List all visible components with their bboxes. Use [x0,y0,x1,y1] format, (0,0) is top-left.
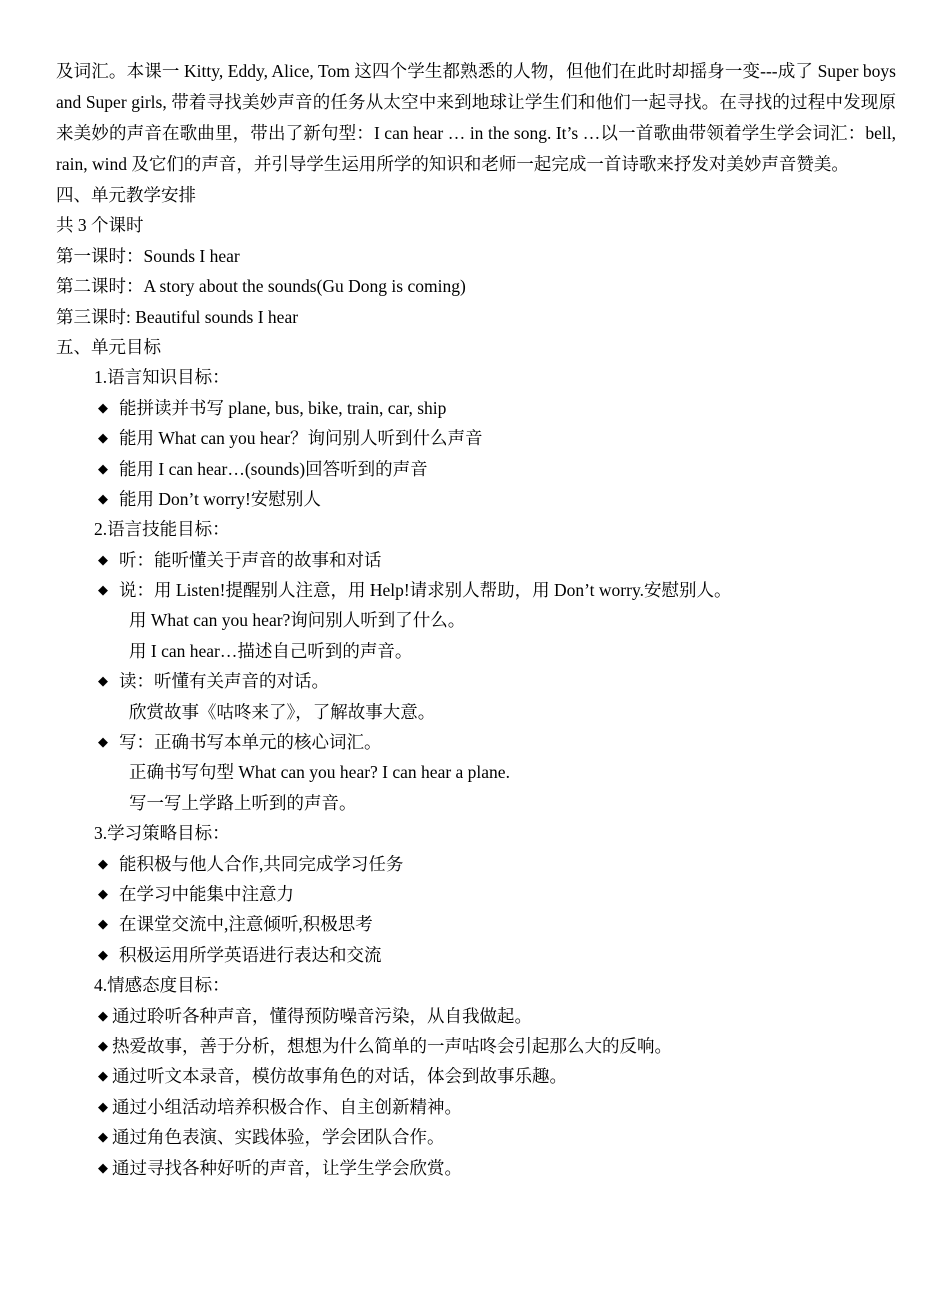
intro-paragraph: 及词汇。本课一 Kitty, Eddy, Alice, Tom 这四个学生都熟悉的人物，但他们在此时却摇身一变---成了 Super boys and Super girls, 带着寻找美妙声音的任务从太空中来到地球让学生们和他们一起寻找。在寻找的过程中发现原来美妙的声音在歌曲里，带出了新句型：I can hear … in the song. It’s …以一首歌曲带领着学生学会词汇：bell, rain, wind 及它们的声音，并引导学生运用所学的知识和老师一起完成一首诗歌来抒发对美妙声音赞美。 [56,61,896,174]
diamond-bullet-icon: ◆ [98,1068,108,1084]
diamond-bullet-icon: ◆ [98,1007,108,1023]
diamond-bullet-icon: ◆ [98,673,108,689]
lesson-1: 第一课时：Sounds I hear [56,245,240,266]
emotion-item: ◆ 通过聆听各种声音，懂得预防噪音污染，从自我做起。 [56,1001,896,1031]
diamond-bullet-icon: ◆ [98,946,108,962]
diamond-bullet-icon: ◆ [98,582,108,598]
emotion-title: 4.情感态度目标： [94,975,230,996]
section4-heading: 四、单元教学安排 [56,185,196,205]
strategy-item: ◆ 在课堂交流中,注意倾听,积极思考 [56,909,896,939]
section5-heading: 五、单元目标 [56,336,161,357]
skill-write: ◆ 写：正确书写本单元的核心词汇。 [56,727,896,757]
diamond-bullet-icon: ◆ [98,916,108,932]
strategy-item: ◆ 能积极与他人合作,共同完成学习任务 [56,849,896,879]
knowledge-item: ◆ 能用 What can you hear？询问别人听到什么声音 [56,423,896,453]
strategy-item: ◆ 积极运用所学英语进行表达和交流 [56,940,896,970]
diamond-bullet-icon: ◆ [98,1159,108,1175]
diamond-bullet-icon: ◆ [98,734,108,750]
diamond-bullet-icon: ◆ [98,490,108,506]
skill-read-continued: 欣赏故事《咕咚来了》，了解故事大意。 [129,701,436,722]
diamond-bullet-icon: ◆ [98,1037,108,1053]
diamond-bullet-icon: ◆ [98,855,108,871]
skill-speak-continued: 用 What can you hear?询问别人听到了什么。 [129,610,466,631]
skill-write-continued: 写一写上学路上听到的声音。 [129,792,357,813]
diamond-bullet-icon: ◆ [98,551,108,567]
diamond-bullet-icon: ◆ [98,430,108,446]
diamond-bullet-icon: ◆ [98,460,108,476]
skill-listen: ◆ 听：能听懂关于声音的故事和对话 [56,545,896,575]
skill-speak: ◆ 说：用 Listen!提醒别人注意，用 Help!请求别人帮助，用 Don’t worry.安慰别人。 [56,575,896,605]
skill-speak-continued: 用 I can hear…描述自己听到的声音。 [129,640,413,661]
document-page [56,56,896,1183]
strategy-item: ◆ 在学习中能集中注意力 [56,879,896,909]
emotion-item: ◆ 通过小组活动培养积极合作、自主创新精神。 [56,1092,896,1122]
skill-write-continued: 正确书写句型 What can you hear? I can hear a plane. [129,762,510,783]
emotion-item: ◆ 热爱故事，善于分析，想想为什么简单的一声咕咚会引起那么大的反响。 [56,1031,896,1061]
skills-title: 2.语言技能目标： [94,519,230,540]
total-lessons: 共 3 个课时 [56,215,144,236]
lesson-2: 第二课时：A story about the sounds(Gu Dong is coming) [56,276,466,297]
skill-read: ◆ 读：听懂有关声音的对话。 [56,666,896,696]
emotion-item: ◆ 通过听文本录音，模仿故事角色的对话，体会到故事乐趣。 [56,1061,896,1091]
knowledge-item: ◆ 能用 I can hear…(sounds)回答听到的声音 [56,454,896,484]
knowledge-item: ◆ 能用 Don’t worry!安慰别人 [56,484,896,514]
lesson-3: 第三课时: Beautiful sounds I hear [56,306,299,327]
emotion-item: ◆ 通过角色表演、实践体验，学会团队合作。 [56,1122,896,1152]
strategy-title: 3.学习策略目标： [94,823,230,844]
diamond-bullet-icon: ◆ [98,1129,108,1145]
knowledge-title: 1.语言知识目标： [94,367,230,388]
diamond-bullet-icon: ◆ [98,1098,108,1114]
diamond-bullet-icon: ◆ [98,885,108,901]
knowledge-item: ◆ 能拼读并书写 plane, bus, bike, train, car, ship [56,393,896,423]
diamond-bullet-icon: ◆ [98,399,108,415]
emotion-item: ◆ 通过寻找各种好听的声音，让学生学会欣赏。 [56,1153,896,1183]
